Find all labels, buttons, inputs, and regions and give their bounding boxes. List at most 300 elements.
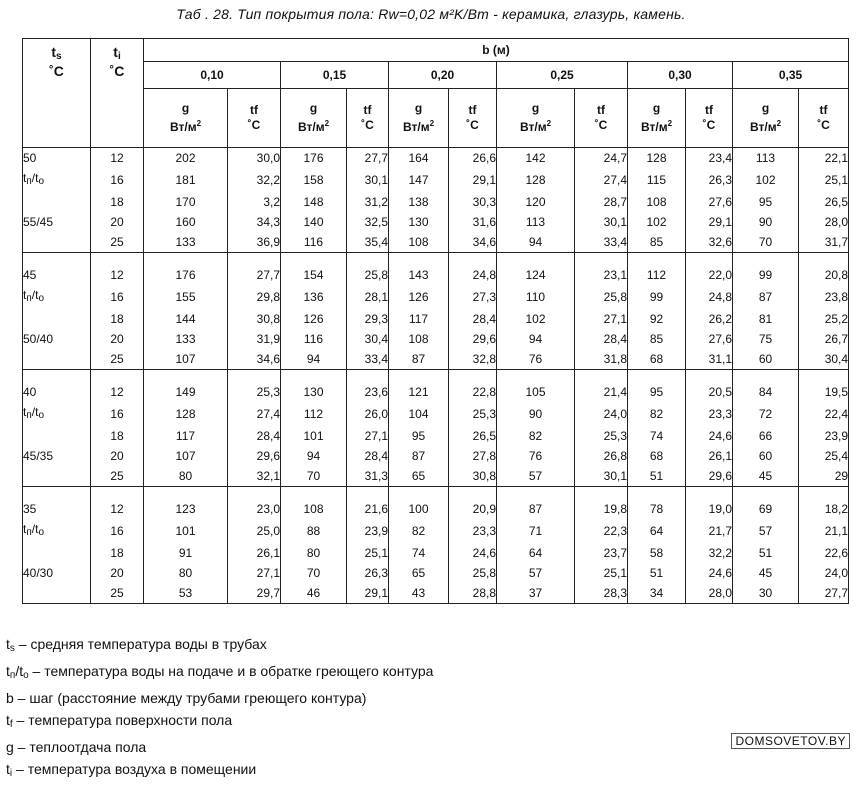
tf-value: 23,3 [449, 519, 497, 543]
step-header: 0,10 [144, 62, 281, 89]
tf-value: 27,4 [575, 168, 628, 192]
g-value: 94 [497, 329, 575, 349]
tf-value: 23,7 [575, 543, 628, 563]
g-header: g $Вт/м^2$ [497, 89, 575, 148]
b-header: b (м) [144, 39, 849, 62]
g-value: 70 [281, 563, 347, 583]
tf-value: 35,4 [347, 232, 389, 253]
g-value: 124 [497, 265, 575, 285]
g-value: 100 [389, 499, 449, 519]
g-value: 130 [389, 212, 449, 232]
table-row [23, 426, 849, 446]
tf-value: 26,6 [449, 148, 497, 169]
tf-value: 26,3 [686, 168, 733, 192]
tf-value: 29,6 [228, 446, 281, 466]
watermark: DOMSOVETOV.BY [731, 733, 850, 749]
g-value: 108 [389, 232, 449, 253]
tf-header: tf ˚C [347, 89, 389, 148]
g-value: 51 [628, 466, 686, 487]
tf-value: 23,3 [686, 402, 733, 426]
tf-value: 28,0 [799, 212, 849, 232]
ti-value: 16 [91, 519, 144, 543]
g-value: 94 [281, 446, 347, 466]
tf-value: 25,8 [575, 285, 628, 309]
legend-item: $t_f$ – температура поверхности пола [6, 712, 233, 730]
tf-value: 29,8 [228, 285, 281, 309]
g-header: g $Вт/м^2$ [628, 89, 686, 148]
tf-value: 34,6 [228, 349, 281, 370]
tf-value: 27,8 [449, 446, 497, 466]
tf-value: 22,3 [575, 519, 628, 543]
g-value: 104 [389, 402, 449, 426]
g-value: 85 [628, 232, 686, 253]
g-value: 126 [281, 309, 347, 329]
g-value: 45 [733, 466, 799, 487]
ti-value: 20 [91, 329, 144, 349]
g-value: 112 [281, 402, 347, 426]
tf-value: 28,4 [347, 446, 389, 466]
g-value: 94 [497, 232, 575, 253]
tf-value: 28,8 [449, 583, 497, 604]
tf-value: 24,8 [686, 285, 733, 309]
tf-value: 25,1 [799, 168, 849, 192]
table-row [23, 285, 849, 309]
g-value: 76 [497, 446, 575, 466]
table-row [23, 446, 849, 466]
g-value: 113 [497, 212, 575, 232]
tf-value: 29,7 [228, 583, 281, 604]
g-header: g $Вт/м^2$ [733, 89, 799, 148]
tf-value: 32,5 [347, 212, 389, 232]
g-value: 90 [497, 402, 575, 426]
g-value: 76 [497, 349, 575, 370]
g-value: 64 [497, 543, 575, 563]
g-value: 128 [144, 402, 228, 426]
table-row [23, 265, 849, 285]
table-row [23, 232, 849, 253]
g-value: 58 [628, 543, 686, 563]
tf-value: 26,1 [228, 543, 281, 563]
tf-value: 30,0 [228, 148, 281, 169]
ti-value: 25 [91, 466, 144, 487]
ti-value: 18 [91, 192, 144, 212]
g-value: 117 [144, 426, 228, 446]
legend-item: $t_i$ – температура воздуха в помещении [6, 761, 257, 779]
tf-value: 28,4 [449, 309, 497, 329]
g-value: 108 [389, 329, 449, 349]
tf-value: 36,9 [228, 232, 281, 253]
tf-value: 26,8 [575, 446, 628, 466]
tf-value: 22,1 [799, 148, 849, 169]
g-value: 88 [281, 519, 347, 543]
tf-value: 26,7 [799, 329, 849, 349]
ti-value: 25 [91, 583, 144, 604]
g-value: 80 [281, 543, 347, 563]
g-value: 87 [497, 499, 575, 519]
mode-value: 55/45 [23, 212, 91, 232]
g-value: 85 [628, 329, 686, 349]
tf-value: 30,4 [347, 329, 389, 349]
legend-item: g – теплоотдача пола [6, 739, 147, 755]
table-row [23, 466, 849, 487]
tf-value: 25,0 [228, 519, 281, 543]
g-value: 46 [281, 583, 347, 604]
g-value: 34 [628, 583, 686, 604]
g-value: 143 [389, 265, 449, 285]
g-value: 94 [281, 349, 347, 370]
g-value: 43 [389, 583, 449, 604]
table-row [23, 382, 849, 402]
g-value: 65 [389, 563, 449, 583]
g-value: 142 [497, 148, 575, 169]
heat-output-table [22, 38, 849, 604]
g-value: 123 [144, 499, 228, 519]
tf-value: 27,6 [686, 192, 733, 212]
mode-value: 40/30 [23, 563, 91, 583]
tf-value: 22,6 [799, 543, 849, 563]
g-value: 82 [497, 426, 575, 446]
tf-header: tf ˚C [228, 89, 281, 148]
tf-header: tf ˚C [686, 89, 733, 148]
g-value: 45 [733, 563, 799, 583]
ti-value: 18 [91, 543, 144, 563]
tf-value: 28,7 [575, 192, 628, 212]
g-value: 99 [733, 265, 799, 285]
tf-value: 31,8 [575, 349, 628, 370]
g-value: 136 [281, 285, 347, 309]
g-value: 115 [628, 168, 686, 192]
g-header: g $Вт/м^2$ [144, 89, 228, 148]
tf-value: 24,6 [449, 543, 497, 563]
g-value: 99 [628, 285, 686, 309]
table-row [23, 583, 849, 604]
tf-value: 26,0 [347, 402, 389, 426]
g-value: 101 [281, 426, 347, 446]
tf-value: 31,2 [347, 192, 389, 212]
tf-value: 26,2 [686, 309, 733, 329]
ti-value: 18 [91, 426, 144, 446]
ts-value: 50 [23, 148, 91, 169]
empty-cell [23, 309, 91, 329]
table-row [23, 168, 849, 192]
tf-value: 30,4 [799, 349, 849, 370]
tf-value: 3,2 [228, 192, 281, 212]
ti-value: 12 [91, 148, 144, 169]
g-value: 87 [733, 285, 799, 309]
ti-value: 20 [91, 212, 144, 232]
g-value: 78 [628, 499, 686, 519]
ti-value: 16 [91, 285, 144, 309]
g-value: 120 [497, 192, 575, 212]
g-value: 92 [628, 309, 686, 329]
g-value: 128 [497, 168, 575, 192]
g-value: 53 [144, 583, 228, 604]
tf-value: 24,6 [686, 563, 733, 583]
g-value: 37 [497, 583, 575, 604]
tf-value: 28,3 [575, 583, 628, 604]
tf-value: 31,6 [449, 212, 497, 232]
tf-value: 31,9 [228, 329, 281, 349]
tf-value: 26,1 [686, 446, 733, 466]
table-row [23, 499, 849, 519]
g-value: 140 [281, 212, 347, 232]
tf-value: 27,7 [799, 583, 849, 604]
step-header: 0,15 [281, 62, 389, 89]
tf-value: 22,0 [686, 265, 733, 285]
tf-value: 27,7 [228, 265, 281, 285]
g-value: 176 [144, 265, 228, 285]
tf-value: 23,9 [347, 519, 389, 543]
tf-value: 29,1 [449, 168, 497, 192]
tf-value: 25,3 [575, 426, 628, 446]
tf-value: 24,6 [686, 426, 733, 446]
step-header: 0,35 [733, 62, 849, 89]
g-value: 95 [733, 192, 799, 212]
g-value: 80 [144, 466, 228, 487]
g-value: 82 [389, 519, 449, 543]
tf-value: 26,5 [799, 192, 849, 212]
ti-value: 20 [91, 446, 144, 466]
g-value: 176 [281, 148, 347, 169]
ti-value: 25 [91, 232, 144, 253]
g-value: 71 [497, 519, 575, 543]
tf-value: 25,3 [228, 382, 281, 402]
tf-value: 27,1 [228, 563, 281, 583]
group-spacer [23, 253, 849, 266]
g-value: 158 [281, 168, 347, 192]
tf-value: 28,1 [347, 285, 389, 309]
tf-value: 27,1 [575, 309, 628, 329]
ts-header: $t_s$ ˚C [23, 39, 91, 148]
tf-value: 28,4 [228, 426, 281, 446]
g-value: 121 [389, 382, 449, 402]
tf-value: 23,8 [799, 285, 849, 309]
g-value: 128 [628, 148, 686, 169]
tf-value: 23,0 [228, 499, 281, 519]
empty-cell [23, 543, 91, 563]
tf-value: 31,7 [799, 232, 849, 253]
tf-value: 30,1 [347, 168, 389, 192]
g-value: 68 [628, 349, 686, 370]
tf-value: 28,0 [686, 583, 733, 604]
tf-value: 25,1 [347, 543, 389, 563]
g-value: 60 [733, 446, 799, 466]
g-value: 116 [281, 232, 347, 253]
empty-cell [23, 583, 91, 604]
g-value: 164 [389, 148, 449, 169]
tp-to-label: $t_п/t_о$ [23, 168, 91, 192]
tf-value: 34,3 [228, 212, 281, 232]
g-value: 57 [497, 466, 575, 487]
tf-value: 19,5 [799, 382, 849, 402]
tf-value: 29,1 [347, 583, 389, 604]
g-value: 74 [628, 426, 686, 446]
ti-value: 12 [91, 382, 144, 402]
tf-value: 19,0 [686, 499, 733, 519]
tf-value: 30,3 [449, 192, 497, 212]
g-value: 74 [389, 543, 449, 563]
tf-value: 21,6 [347, 499, 389, 519]
tf-value: 25,4 [799, 446, 849, 466]
tf-value: 32,6 [686, 232, 733, 253]
tf-value: 25,2 [799, 309, 849, 329]
tf-value: 23,9 [799, 426, 849, 446]
g-value: 82 [628, 402, 686, 426]
ti-value: 16 [91, 168, 144, 192]
tf-value: 31,1 [686, 349, 733, 370]
g-value: 147 [389, 168, 449, 192]
g-value: 110 [497, 285, 575, 309]
tf-value: 24,7 [575, 148, 628, 169]
tf-value: 19,8 [575, 499, 628, 519]
tf-value: 32,2 [686, 543, 733, 563]
ti-value: 12 [91, 265, 144, 285]
empty-cell [23, 192, 91, 212]
g-value: 66 [733, 426, 799, 446]
ti-value: 18 [91, 309, 144, 329]
g-value: 105 [497, 382, 575, 402]
tf-value: 24,8 [449, 265, 497, 285]
g-value: 144 [144, 309, 228, 329]
tf-value: 30,8 [228, 309, 281, 329]
g-value: 155 [144, 285, 228, 309]
g-value: 113 [733, 148, 799, 169]
tf-value: 21,4 [575, 382, 628, 402]
tf-value: 32,8 [449, 349, 497, 370]
tf-header: tf ˚C [575, 89, 628, 148]
tp-to-label: $t_п/t_о$ [23, 519, 91, 543]
table-row [23, 563, 849, 583]
g-value: 108 [628, 192, 686, 212]
mode-value: 45/35 [23, 446, 91, 466]
tf-value: 29,6 [449, 329, 497, 349]
tf-value: 31,3 [347, 466, 389, 487]
empty-cell [23, 232, 91, 253]
table-row [23, 212, 849, 232]
tf-value: 30,8 [449, 466, 497, 487]
tf-value: 32,2 [228, 168, 281, 192]
tf-value: 24,0 [575, 402, 628, 426]
tf-value: 22,8 [449, 382, 497, 402]
g-value: 65 [389, 466, 449, 487]
table-row [23, 402, 849, 426]
tf-value: 27,7 [347, 148, 389, 169]
table-title: Таб . 28. Тип покрытия пола: Rw=0,02 м²K/Вт - керамика, глазурь, камень. [176, 6, 686, 22]
g-value: 80 [144, 563, 228, 583]
tf-value: 26,5 [449, 426, 497, 446]
tf-value: 21,7 [686, 519, 733, 543]
g-value: 81 [733, 309, 799, 329]
g-value: 51 [628, 563, 686, 583]
g-value: 70 [281, 466, 347, 487]
g-value: 91 [144, 543, 228, 563]
mode-value: 50/40 [23, 329, 91, 349]
g-value: 138 [389, 192, 449, 212]
g-value: 69 [733, 499, 799, 519]
g-value: 90 [733, 212, 799, 232]
ti-value: 16 [91, 402, 144, 426]
g-value: 107 [144, 349, 228, 370]
tf-header: tf ˚C [799, 89, 849, 148]
table-row [23, 543, 849, 563]
tf-value: 20,5 [686, 382, 733, 402]
tf-value: 29,1 [686, 212, 733, 232]
ti-value: 20 [91, 563, 144, 583]
g-header: g $Вт/м^2$ [281, 89, 347, 148]
g-value: 102 [733, 168, 799, 192]
tf-value: 18,2 [799, 499, 849, 519]
empty-cell [23, 466, 91, 487]
tf-value: 29,6 [686, 466, 733, 487]
g-value: 102 [628, 212, 686, 232]
tp-to-label: $t_п/t_о$ [23, 285, 91, 309]
g-value: 64 [628, 519, 686, 543]
g-value: 30 [733, 583, 799, 604]
ti-header: $t_i$ ˚C [91, 39, 144, 148]
table-row [23, 148, 849, 169]
g-value: 57 [733, 519, 799, 543]
g-value: 75 [733, 329, 799, 349]
tf-value: 27,1 [347, 426, 389, 446]
tf-header: tf ˚C [449, 89, 497, 148]
table-row [23, 309, 849, 329]
g-value: 60 [733, 349, 799, 370]
g-value: 84 [733, 382, 799, 402]
step-header: 0,25 [497, 62, 628, 89]
tf-value: 23,4 [686, 148, 733, 169]
tp-to-label: $t_п/t_о$ [23, 402, 91, 426]
step-header: 0,30 [628, 62, 733, 89]
empty-cell [23, 349, 91, 370]
tf-value: 23,6 [347, 382, 389, 402]
step-header: 0,20 [389, 62, 497, 89]
tf-value: 25,3 [449, 402, 497, 426]
tf-value: 20,8 [799, 265, 849, 285]
table-row [23, 349, 849, 370]
tf-value: 23,1 [575, 265, 628, 285]
g-value: 87 [389, 349, 449, 370]
tf-value: 25,8 [449, 563, 497, 583]
g-value: 130 [281, 382, 347, 402]
g-value: 133 [144, 329, 228, 349]
tf-value: 32,1 [228, 466, 281, 487]
g-value: 102 [497, 309, 575, 329]
group-spacer [23, 370, 849, 383]
g-value: 112 [628, 265, 686, 285]
g-value: 95 [389, 426, 449, 446]
legend-item: $t_п/t_о$ – температура воды на подаче и в обратке греющего контура [6, 663, 434, 681]
g-value: 57 [497, 563, 575, 583]
g-value: 202 [144, 148, 228, 169]
tf-value: 25,8 [347, 265, 389, 285]
g-value: 148 [281, 192, 347, 212]
ts-value: 40 [23, 382, 91, 402]
g-value: 72 [733, 402, 799, 426]
table-row [23, 519, 849, 543]
g-value: 160 [144, 212, 228, 232]
g-value: 101 [144, 519, 228, 543]
tf-value: 27,6 [686, 329, 733, 349]
g-value: 181 [144, 168, 228, 192]
tf-value: 24,0 [799, 563, 849, 583]
group-spacer [23, 487, 849, 500]
tf-value: 33,4 [347, 349, 389, 370]
g-value: 70 [733, 232, 799, 253]
ts-value: 35 [23, 499, 91, 519]
tf-value: 30,1 [575, 212, 628, 232]
table-row [23, 192, 849, 212]
ts-value: 45 [23, 265, 91, 285]
